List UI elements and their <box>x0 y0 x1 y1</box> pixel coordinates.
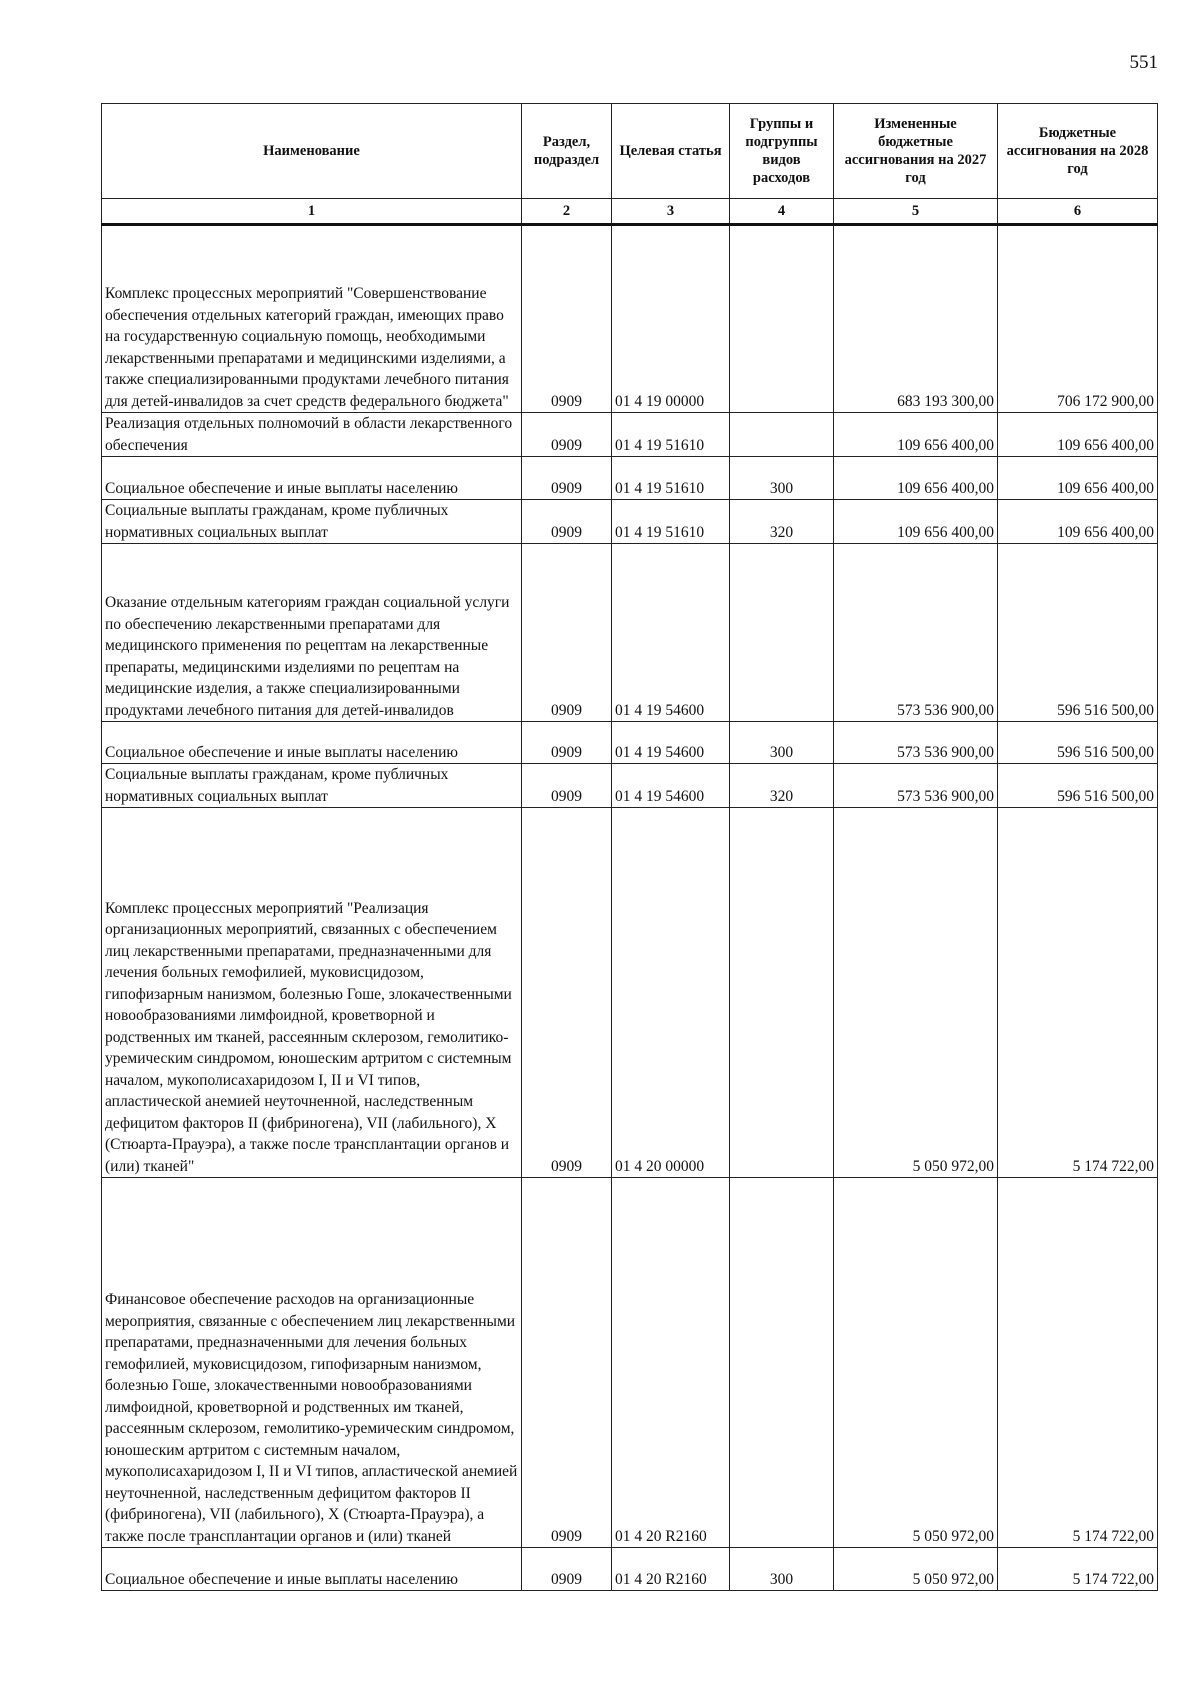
table-row <box>102 722 1158 764</box>
row-amount-2027: 109 656 400,00 <box>834 500 998 544</box>
row-name: Социальное обеспечение и иные выплаты населению <box>102 1548 522 1591</box>
column-number: 4 <box>730 199 834 225</box>
table-row <box>102 500 1158 544</box>
row-name: Реализация отдельных полномочий в области лекарственного обеспечения <box>102 413 522 457</box>
table-row <box>102 413 1158 457</box>
row-section: 0909 <box>522 544 612 722</box>
row-section: 0909 <box>522 413 612 457</box>
row-amount-2028: 109 656 400,00 <box>998 500 1158 544</box>
row-name: Комплекс процессных мероприятий "Реализация организационных мероприятий, связанных с обеспечением лиц лекарственными препаратами, предназначенными для лечения больных гемофилией, муковисцидозом, гипофизарным нанизмом, болезнью Гоше, злокачественными новообразованиями лимфоидной, кроветворной и родственных им тканей, рассеянным склерозом, гемолитико-уремическим синдромом, юношеским артритом с системным началом, мукополисахаридозом I, II и VI типов, апластической анемией неуточненной, наследственным дефицитом факторов II (фибриногена), VII (лабильного), X (Стюарта-Прауэра), а также после трансплантации органов и (или) тканей" <box>102 808 522 1178</box>
page-number: 551 <box>1129 52 1158 73</box>
header-amount-2027: Измененные бюджетные ассигнования на 2027 год <box>834 104 998 199</box>
row-target: 01 4 19 54600 <box>612 722 730 764</box>
row-group: 320 <box>730 764 834 808</box>
row-group <box>730 225 834 413</box>
table-row <box>102 1178 1158 1548</box>
row-section: 0909 <box>522 500 612 544</box>
row-amount-2028: 596 516 500,00 <box>998 544 1158 722</box>
row-name: Социальные выплаты гражданам, кроме публичных нормативных социальных выплат <box>102 764 522 808</box>
header-amount-2028: Бюджетные ассигнования на 2028 год <box>998 104 1158 199</box>
row-amount-2028: 5 174 722,00 <box>998 1548 1158 1591</box>
row-amount-2027: 573 536 900,00 <box>834 544 998 722</box>
column-number: 6 <box>998 199 1158 225</box>
row-section: 0909 <box>522 1178 612 1548</box>
row-amount-2027: 683 193 300,00 <box>834 225 998 413</box>
row-amount-2028: 596 516 500,00 <box>998 764 1158 808</box>
row-name: Социальное обеспечение и иные выплаты населению <box>102 722 522 764</box>
budget-table <box>101 103 1158 1591</box>
row-name: Социальное обеспечение и иные выплаты населению <box>102 457 522 500</box>
row-section: 0909 <box>522 1548 612 1591</box>
row-amount-2028: 109 656 400,00 <box>998 413 1158 457</box>
row-name: Финансовое обеспечение расходов на организационные мероприятия, связанные с обеспечением лиц лекарственными препаратами, предназначенными для лечения больных гемофилией, муковисцидозом, гипофизарным нанизмом, болезнью Гоше, злокачественными новообразованиями лимфоидной, кроветворной и родственных им тканей, рассеянным склерозом, гемолитико-уремическим синдромом, юношеским артритом с системным началом, мукополисахаридозом I, II и VI типов, апластической анемией неуточненной, наследственным дефицитом факторов II (фибриногена), VII (лабильного), X (Стюарта-Прауэра), а также после трансплантации органов и (или) тканей <box>102 1178 522 1548</box>
row-amount-2027: 5 050 972,00 <box>834 1548 998 1591</box>
row-group <box>730 1178 834 1548</box>
row-amount-2027: 573 536 900,00 <box>834 764 998 808</box>
row-amount-2028: 109 656 400,00 <box>998 457 1158 500</box>
row-group: 300 <box>730 457 834 500</box>
header-group: Группы и подгруппы видов расходов <box>730 104 834 199</box>
row-group <box>730 808 834 1178</box>
table-row <box>102 544 1158 722</box>
row-group <box>730 413 834 457</box>
row-group: 300 <box>730 1548 834 1591</box>
row-section: 0909 <box>522 764 612 808</box>
row-section: 0909 <box>522 225 612 413</box>
row-target: 01 4 19 54600 <box>612 764 730 808</box>
row-amount-2027: 573 536 900,00 <box>834 722 998 764</box>
header-name: Наименование <box>102 104 522 199</box>
row-group: 320 <box>730 500 834 544</box>
table-row <box>102 808 1158 1178</box>
table-row <box>102 1548 1158 1591</box>
table-row <box>102 764 1158 808</box>
row-amount-2028: 596 516 500,00 <box>998 722 1158 764</box>
column-number: 1 <box>102 199 522 225</box>
header-section: Раздел, подраздел <box>522 104 612 199</box>
row-amount-2028: 5 174 722,00 <box>998 1178 1158 1548</box>
row-target: 01 4 20 R2160 <box>612 1178 730 1548</box>
row-amount-2027: 109 656 400,00 <box>834 413 998 457</box>
table-row <box>102 225 1158 413</box>
row-section: 0909 <box>522 808 612 1178</box>
row-amount-2028: 5 174 722,00 <box>998 808 1158 1178</box>
column-number: 3 <box>612 199 730 225</box>
row-amount-2027: 109 656 400,00 <box>834 457 998 500</box>
column-number-row <box>102 199 1158 225</box>
row-name: Социальные выплаты гражданам, кроме публичных нормативных социальных выплат <box>102 500 522 544</box>
row-amount-2027: 5 050 972,00 <box>834 808 998 1178</box>
row-target: 01 4 19 00000 <box>612 225 730 413</box>
table-row <box>102 457 1158 500</box>
row-target: 01 4 19 51610 <box>612 500 730 544</box>
row-amount-2027: 5 050 972,00 <box>834 1178 998 1548</box>
row-target: 01 4 20 00000 <box>612 808 730 1178</box>
column-number: 5 <box>834 199 998 225</box>
row-group: 300 <box>730 722 834 764</box>
header-target: Целевая статья <box>612 104 730 199</box>
row-name: Комплекс процессных мероприятий "Совершенствование обеспечения отдельных категорий граждан, имеющих право на государственную социальную помощь, необходимыми лекарственными препаратами и медицинскими изделиями, а также специализированными продуктами лечебного питания для детей-инвалидов за счет средств федерального бюджета" <box>102 225 522 413</box>
row-group <box>730 544 834 722</box>
row-section: 0909 <box>522 457 612 500</box>
row-target: 01 4 19 51610 <box>612 413 730 457</box>
row-amount-2028: 706 172 900,00 <box>998 225 1158 413</box>
row-target: 01 4 19 54600 <box>612 544 730 722</box>
row-target: 01 4 19 51610 <box>612 457 730 500</box>
row-section: 0909 <box>522 722 612 764</box>
row-name: Оказание отдельным категориям граждан социальной услуги по обеспечению лекарственными препаратами для медицинского применения по рецептам на лекарственные препараты, медицинскими изделиями по рецептам на медицинские изделия, а также специализированными продуктами лечебного питания для детей-инвалидов <box>102 544 522 722</box>
column-number: 2 <box>522 199 612 225</box>
table-header-row <box>102 104 1158 199</box>
row-target: 01 4 20 R2160 <box>612 1548 730 1591</box>
